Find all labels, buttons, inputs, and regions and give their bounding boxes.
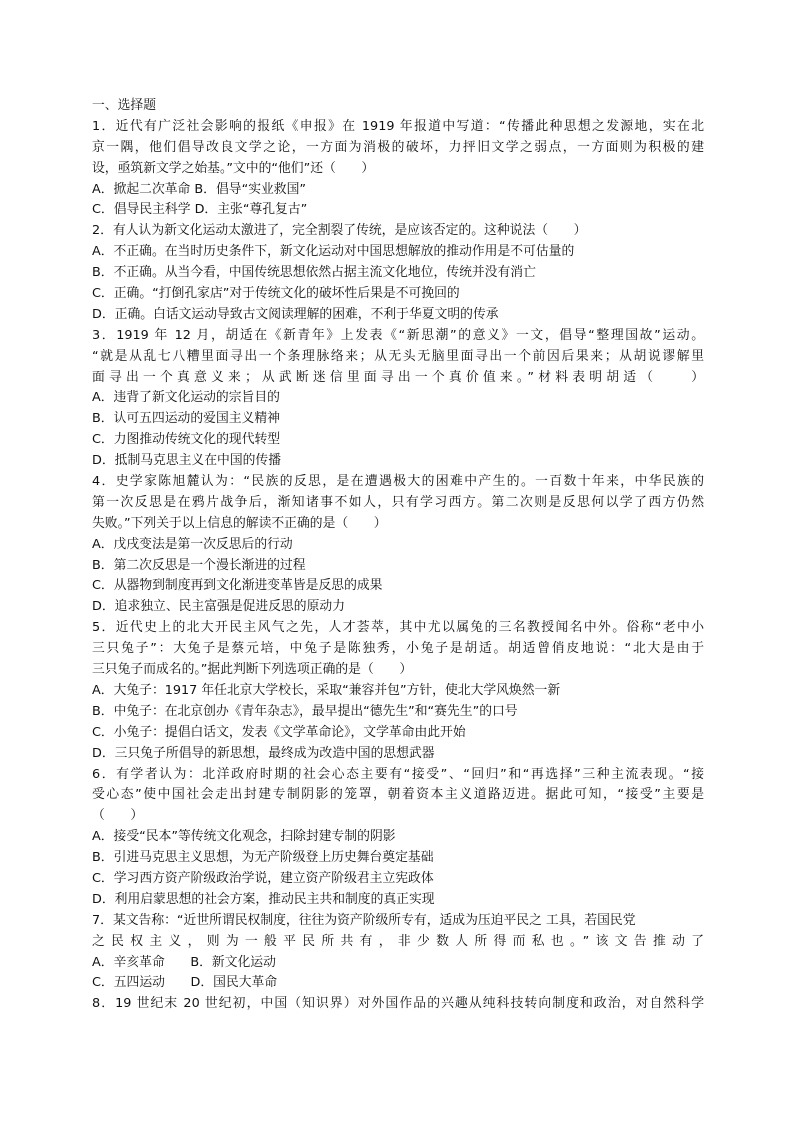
section-title: 一、选择题 (92, 98, 156, 113)
text-line: D．三只兔子所倡导的新思想，最终成为改造中国的思想武器 (92, 745, 435, 761)
text-line: A．戊戌变法是第一次反思后的行动 (92, 536, 293, 552)
text-line: 三只兔子”：大兔子是蔡元培，中兔子是陈独秀，小兔子是胡适。胡适曾俏皮地说：“北大是由于 (92, 641, 704, 657)
text-line: A．接受“民本”等传统文化观念，扫除封建专制的阴影 (92, 829, 396, 845)
text-line: 6．有学者认为：北洋政府时期的社会心态主要有“接受”、“回归”和“再选择”三种主流表现。“接 (92, 766, 704, 782)
text-line: A．掀起二次革命 B．倡导“实业救国” (92, 181, 307, 197)
text-line: 设，亟筑新文学之始基。”文中的“他们”还（ ） (92, 160, 375, 176)
text-line: B．认可五四运动的爱国主义精神 (92, 411, 280, 427)
text-line: 面寻出一个真意义来；从武断迷信里面寻出一个真价值来。”材料表明胡适（ ） (92, 369, 704, 385)
text-line: 第一次反思是在鸦片战争后，渐知诸事不如人，只有学习西方。第二次则是反思何以学了西方仍然 (92, 494, 704, 510)
text-line: 失败。”下列关于以上信息的解读不正确的是（ ） (92, 515, 387, 531)
text-line: 7．某文告称：“近世所谓民权制度，往往为资产阶级所专有，适成为压迫平民之 工具，若国民党 (92, 912, 636, 928)
text-line: C．小兔子：提倡白话文，发表《文学革命论》，文学革命由此开始 (92, 724, 466, 740)
text-line: 5．近代史上的北大开民主风气之先，人才荟萃，其中尤以属兔的三名教授闻名中外。俗称“老中小 (92, 620, 704, 636)
text-line: C．从器物到制度再到文化渐进变革皆是反思的成果 (92, 578, 383, 594)
text-line: D．抵制马克思主义在中国的传播 (92, 453, 282, 469)
text-line: C．学习西方资产阶级政治学说，建立资产阶级君主立宪政体 (92, 870, 434, 886)
text-line: A．大兔子：1917 年任北京大学校长，采取“兼容并包”方针，使北大学风焕然一新 (92, 682, 561, 698)
text-line: 京一隅，他们倡导改良文学之论，一方面为消极的破坏，力抨旧文学之弱点，一方面则为积极的建 (92, 139, 704, 155)
question-lines (92, 117, 704, 1015)
text-line: （ ） (92, 808, 144, 824)
text-line: 1．近代有广泛社会影响的报纸《申报》在 1919 年报道中写道：“传播此种思想之发源地，实在北 (92, 118, 704, 134)
text-line: 3．1919 年 12 月，胡适在《新青年》上发表《“新思潮”的意义》一文，倡导“整理国故”运动。 (92, 327, 704, 343)
text-line: “就是从乱七八糟里面寻出一个条理脉络来；从无头无脑里面寻出一个前因后果来；从胡说谬解里 (92, 348, 704, 364)
text-line: 之民权主义，则为一般平民所共有，非少数人所得而私也。”该文告推动了 (92, 933, 704, 949)
text-line: C．倡导民主科学 D．主张“尊孔复古” (92, 202, 308, 218)
text-line: 4．史学家陈旭麓认为：“民族的反思，是在遭遇极大的困难中产生的。一百数十年来，中华民族的 (92, 474, 704, 490)
text-line: A．辛亥革命 B．新文化运动 (92, 954, 276, 970)
text-line: 三只兔子而成名的。”据此判断下列选项正确的是（ ） (92, 662, 413, 678)
text-line: 受心态”使中国社会走出封建专制阴影的笼罩，朝着资本主义道路迈进。据此可知，“接受”主要是 (92, 787, 704, 803)
text-line: B．引进马克思主义思想，为无产阶级登上历史舞台奠定基础 (92, 850, 434, 866)
text-line: B．中兔子：在北京创办《青年杂志》，最早提出“德先生”和“赛先生”的口号 (92, 703, 518, 719)
text-line: D．正确。白话文运动导致古文阅读理解的困难，不利于华夏文明的传承 (92, 306, 499, 322)
text-line: C．力图推动传统文化的现代转型 (92, 432, 281, 448)
text-line: D．利用启蒙思想的社会方案，推动民主共和制度的真正实现 (92, 891, 435, 907)
text-line: C．五四运动 D．国民大革命 (92, 975, 278, 991)
text-line: 2．有人认为新文化运动太激进了，完全割裂了传统，是应该否定的。这种说法（ ） (92, 223, 587, 239)
text-line: B．不正确。从当今看，中国传统思想依然占据主流文化地位，传统并没有消亡 (92, 265, 536, 281)
text-line: B．第二次反思是一个漫长渐进的过程 (92, 557, 306, 573)
text-line: 8．19 世纪末 20 世纪初，中国（知识界）对外国作品的兴趣从纯科技转向制度和政治，对自然科学 (92, 996, 704, 1012)
text-line: D．追求独立、民主富强是促进反思的原动力 (92, 599, 345, 615)
text-line: A．不正确。在当时历史条件下，新文化运动对中国思想解放的推动作用是不可估量的 (92, 244, 575, 260)
document-page (92, 96, 704, 1015)
text-line: C．正确。“打倒孔家店”对于传统文化的破坏性后果是不可挽回的 (92, 286, 460, 302)
text-line: A．违背了新文化运动的宗旨目的 (92, 390, 280, 406)
